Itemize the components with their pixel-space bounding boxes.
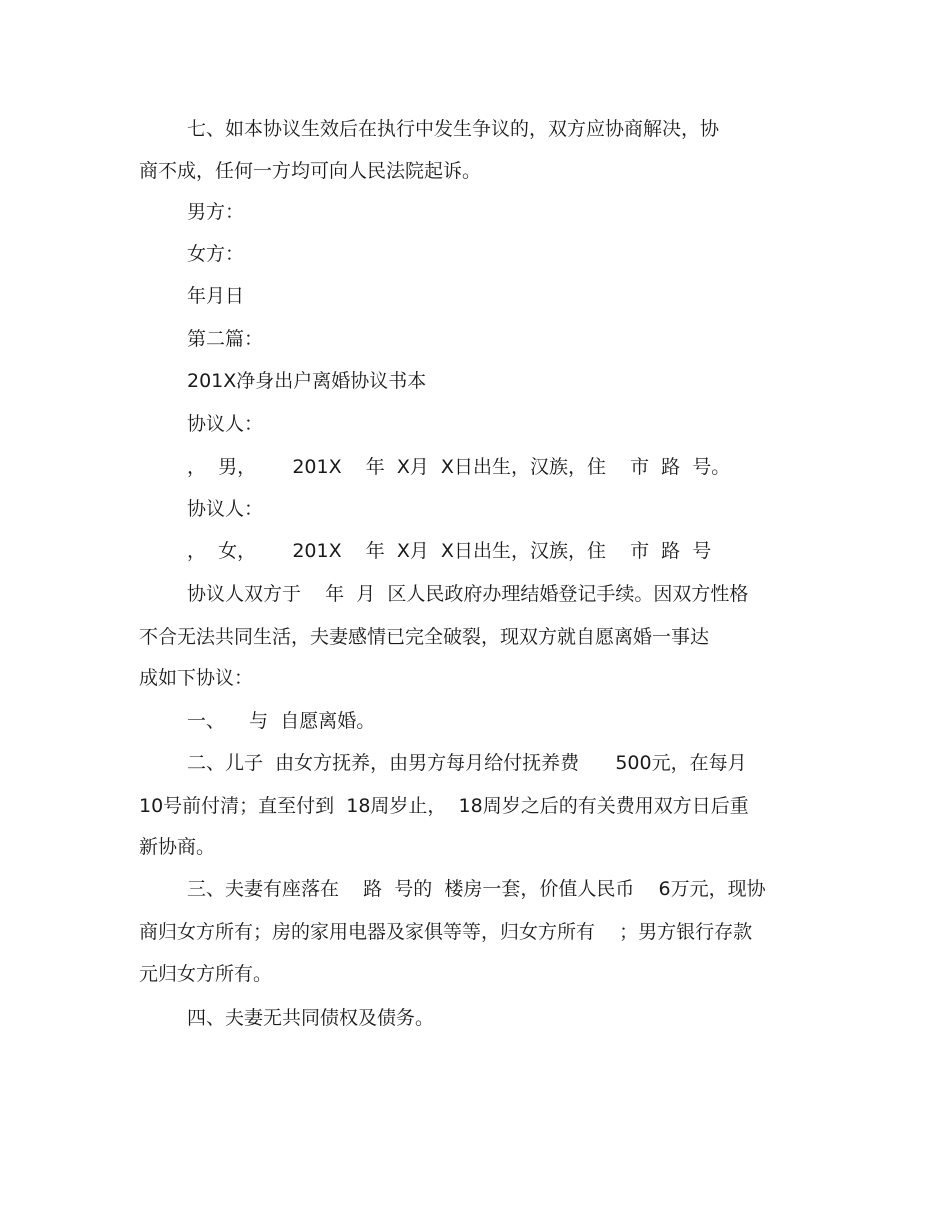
signature-date: 年月日 [187, 285, 245, 307]
clause-1: 一、 与 自愿离婚。 [187, 710, 376, 732]
intro-line-2: 不合无法共同生活，夫妻感情已完全破裂，现双方就自愿离婚一事达 [139, 626, 710, 648]
signature-male: 男方： [187, 201, 245, 223]
party-info-2: ， 女， 201X 年 X月 X日出生，汉族，住 市 路 号 [187, 540, 712, 562]
clause-7-line-2: 商不成，任何一方均可向人民法院起诉。 [139, 160, 482, 182]
clause-3-line-2: 商归女方所有；房的家用电器及家俱等等，归女方所有 ；男方银行存款 [139, 921, 753, 943]
party-label-2: 协议人： [187, 498, 264, 520]
clause-3-line-1: 三、夫妻有座落在 路 号的 楼房一套，价值人民币 6万元，现协 [187, 878, 766, 900]
clause-4: 四、夫妻无共同债权及债务。 [187, 1007, 435, 1029]
signature-female: 女方： [187, 243, 245, 265]
clause-2-line-3: 新协商。 [139, 836, 216, 858]
party-info-1: ， 男， 201X 年 X月 X日出生，汉族，住 市 路 号。 [187, 456, 731, 478]
party-label-1: 协议人： [187, 413, 264, 435]
document-title: 201X净身出户离婚协议书本 [187, 370, 427, 392]
clause-3-line-3: 元归女方所有。 [139, 963, 273, 985]
section-heading: 第二篇： [187, 328, 264, 350]
clause-2-line-1: 二、儿子 由女方抚养，由男方每月给付抚养费 500元，在每月 [187, 752, 747, 774]
intro-line-1: 协议人双方于 年 月 区人民政府办理结婚登记手续。因双方性格 [187, 583, 749, 605]
intro-line-3: 成如下协议： [139, 667, 254, 689]
clause-7-line-1: 七、如本协议生效后在执行中发生争议的，双方应协商解决，协 [187, 118, 720, 140]
clause-2-line-2: 10号前付清；直至付到 18周岁止， 18周岁之后的有关费用双方日后重 [139, 795, 749, 817]
